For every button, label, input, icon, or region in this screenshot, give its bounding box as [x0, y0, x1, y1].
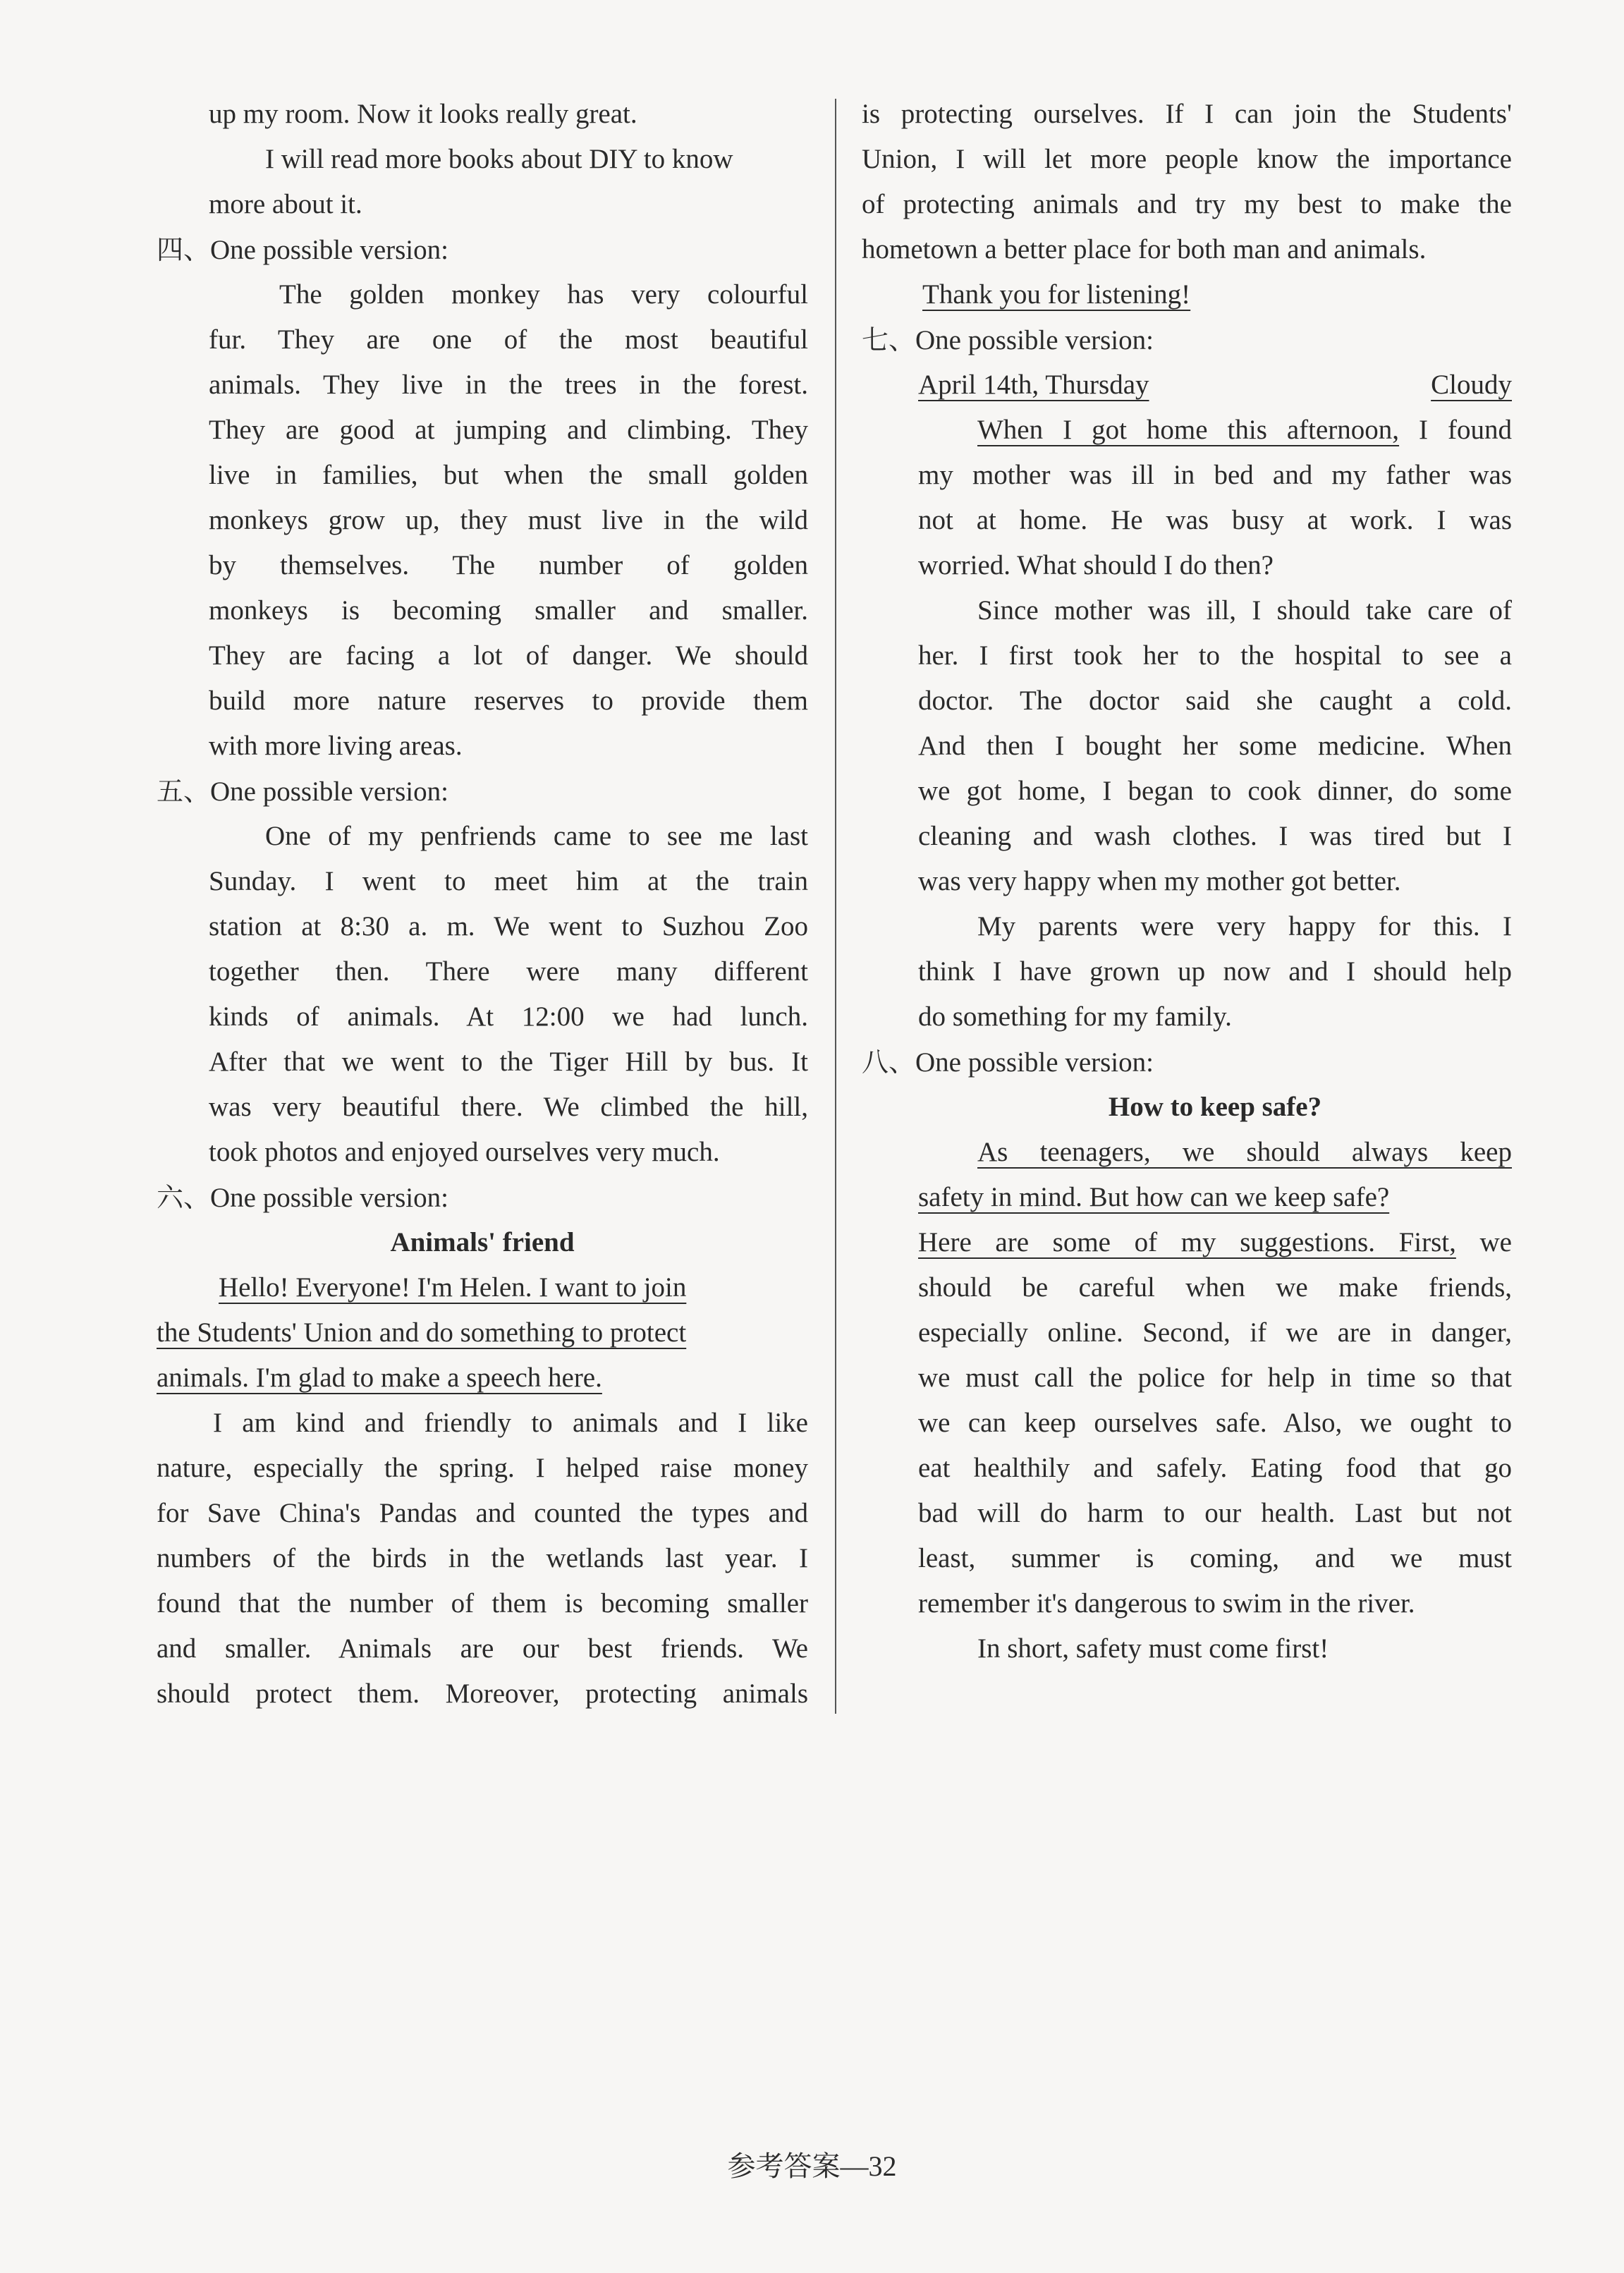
text-line: kinds of animals. At 12:00 we had lunch. — [209, 1001, 808, 1032]
underlined-line: Thank you for listening! — [922, 279, 1191, 310]
text-line: animals. They live in the trees in the forest. — [209, 370, 808, 400]
underlined-line: As teenagers, we should always keep — [977, 1137, 1512, 1167]
text-line: think I have grown up now and I should help — [918, 956, 1512, 987]
text-line: In short, safety must come first! — [977, 1633, 1329, 1664]
text-line: hometown a better place for both man and animals. — [862, 234, 1427, 264]
text-line: should be careful when we make friends, — [918, 1272, 1512, 1303]
text-line: Since mother was ill, I should take care of — [977, 595, 1512, 626]
section-4-heading: 四、One possible version: — [157, 234, 448, 265]
text-line: we got home, I began to cook dinner, do some — [918, 776, 1512, 806]
essay-title: Animals' friend — [390, 1227, 575, 1257]
text-line: with more living areas. — [209, 731, 463, 761]
text-line: They are facing a lot of danger. We should — [209, 640, 808, 671]
text-line: I will read more books about DIY to know — [265, 144, 733, 174]
left-column — [157, 92, 808, 1717]
diary-weather: Cloudy — [1431, 370, 1512, 400]
text-line: eat healthily and safely. Eating food that go — [918, 1453, 1512, 1483]
diary-header — [918, 362, 1512, 408]
text-line: bad will do harm to our health. Last but not — [918, 1498, 1512, 1528]
text-line: After that we went to the Tiger Hill by bus. It — [209, 1047, 808, 1077]
text-line: and smaller. Animals are our best friends. We — [157, 1633, 808, 1664]
page-footer: 参考答案—32 — [727, 2150, 897, 2182]
text-line: we must call the police for help in time so that — [918, 1363, 1512, 1393]
underlined-line: safety in mind. But how can we keep safe? — [918, 1182, 1390, 1212]
text-line: Sunday. I went to meet him at the train — [209, 866, 808, 896]
text-line: My parents were very happy for this. I — [977, 911, 1512, 942]
text-line: When I got home this afternoon, I found — [977, 415, 1512, 445]
column-divider — [835, 99, 836, 1714]
text-line: by themselves. The number of golden — [209, 550, 808, 580]
text-line: took photos and enjoyed ourselves very much. — [209, 1137, 720, 1167]
essay-title: How to keep safe? — [1108, 1092, 1322, 1122]
text-line: station at 8:30 a. m. We went to Suzhou Zoo — [209, 911, 808, 942]
section-6-heading: 六、One possible version: — [157, 1182, 448, 1213]
section-label: 七、 — [862, 324, 916, 355]
text-line: of protecting animals and try my best to make the — [862, 189, 1512, 219]
text-line: not at home. He was busy at work. I was — [918, 505, 1512, 535]
text-line: especially online. Second, if we are in danger, — [918, 1317, 1512, 1348]
text-line: nature, especially the spring. I helped raise money — [157, 1453, 808, 1483]
text-line: monkeys grow up, they must live in the wild — [209, 505, 808, 535]
section-label: 五、 — [157, 776, 211, 807]
text-line: worried. What should I do then? — [918, 550, 1274, 580]
text-line: build more nature reserves to provide them — [209, 685, 808, 716]
section-label: 八、 — [862, 1047, 916, 1078]
section-5-heading: 五、One possible version: — [157, 776, 448, 807]
underlined-line: animals. I'm glad to make a speech here. — [157, 1363, 602, 1393]
text-line: live in families, but when the small golden — [209, 460, 808, 490]
text-line: cleaning and wash clothes. I was tired but I — [918, 821, 1512, 851]
text-line: was very beautiful there. We climbed the hill, — [209, 1092, 808, 1122]
text-line: And then I bought her some medicine. When — [918, 731, 1512, 761]
diary-date: April 14th, Thursday — [918, 370, 1149, 400]
text-line: They are good at jumping and climbing. They — [209, 415, 808, 445]
text-line: for Save China's Pandas and counted the types and — [157, 1498, 808, 1528]
underlined-line: Hello! Everyone! I'm Helen. I want to join — [219, 1272, 687, 1303]
text-line: numbers of the birds in the wetlands last year. I — [157, 1543, 808, 1573]
text-line: together then. There were many different — [209, 956, 808, 987]
text-line: is protecting ourselves. If I can join the Students' — [862, 99, 1512, 129]
text-line: I am kind and friendly to animals and I like — [213, 1408, 808, 1438]
text-line: was very happy when my mother got better. — [918, 866, 1401, 896]
section-label: 四、 — [157, 234, 211, 265]
text-line: least, summer is coming, and we must — [918, 1543, 1512, 1573]
section-8-heading: 八、One possible version: — [862, 1047, 1154, 1078]
text-line: my mother was ill in bed and my father was — [918, 460, 1512, 490]
text-line: Here are some of my suggestions. First, we — [918, 1227, 1512, 1257]
text-line: found that the number of them is becoming smaller — [157, 1588, 808, 1619]
text-line: more about it. — [209, 189, 362, 219]
text-line: do something for my family. — [918, 1001, 1232, 1032]
text-line: doctor. The doctor said she caught a cold. — [918, 685, 1512, 716]
right-column — [862, 92, 1512, 1671]
text-line: should protect them. Moreover, protecting animals — [157, 1678, 808, 1709]
section-label: 六、 — [157, 1182, 211, 1213]
text-line: her. I first took her to the hospital to see a — [918, 640, 1512, 671]
text-line: The golden monkey has very colourful — [279, 279, 808, 310]
text-line: fur. They are one of the most beautiful — [209, 324, 808, 355]
text-line: One of my penfriends came to see me last — [265, 821, 808, 851]
text-line: remember it's dangerous to swim in the river. — [918, 1588, 1415, 1619]
text-line: Union, I will let more people know the importance — [862, 144, 1512, 174]
underlined-line: the Students' Union and do something to protect — [157, 1317, 687, 1348]
text-line: we can keep ourselves safe. Also, we ought to — [918, 1408, 1512, 1438]
section-7-heading: 七、One possible version: — [862, 324, 1154, 355]
text-line: monkeys is becoming smaller and smaller. — [209, 595, 808, 626]
text-line: up my room. Now it looks really great. — [209, 99, 637, 129]
